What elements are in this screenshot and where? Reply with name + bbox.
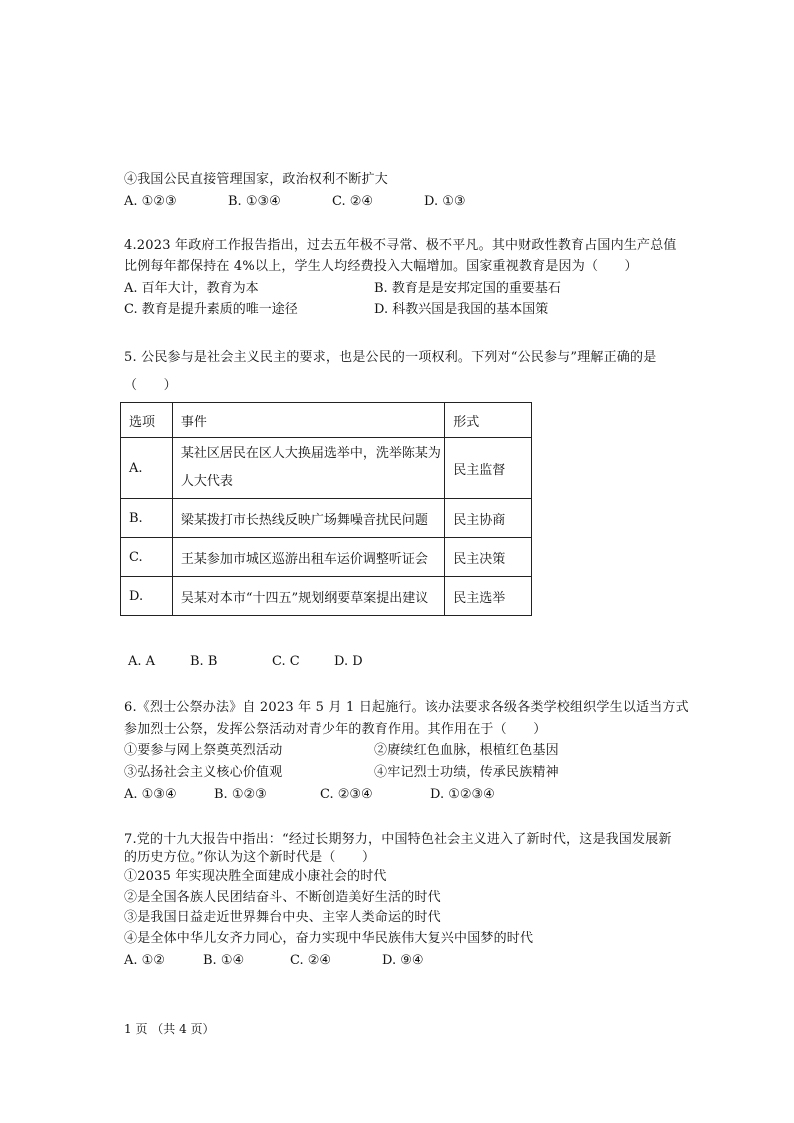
q7-item-4: ④是全体中华儿女齐力同心，奋力实现中华民族伟大复兴中国梦的时代 [124, 931, 534, 946]
q5-header-form: 形式 [445, 403, 532, 438]
q4-option-a: A. 百年大计，教育为本 [124, 281, 259, 296]
q7-stem-line1: 7.党的十九大报告中指出：“经过长期努力，中国特色社会主义进入了新时代，这是我国发展新 [124, 832, 672, 847]
q5-row-d-form: 民主选举 [445, 577, 532, 616]
q5-table-header-row [121, 403, 532, 438]
q4-stem-line1: 4.2023 年政府工作报告指出，过去五年极不寻常、极不平凡。其中财政性教育占国内生产总值 [124, 238, 677, 253]
page-footer: 1 页 （共 4 页） [124, 1022, 215, 1036]
q3-option-c: C. ②④ [332, 194, 374, 209]
q6-option-b: B. ①②③ [214, 787, 267, 802]
q5-option-a: A. A [128, 654, 156, 669]
q3-option-a: A. ①②③ [124, 194, 177, 209]
table-row [121, 577, 532, 616]
q7-option-d: D. ⑨④ [382, 953, 424, 968]
q4-option-b: B. 教育是是安邦定国的重要基石 [374, 281, 561, 296]
q7-stem-line2: 的历史方位。”你认为这个新时代是（ ） [124, 850, 376, 865]
q5-row-c-option: C. [121, 538, 173, 577]
table-row [121, 438, 532, 499]
q5-row-c-form: 民主决策 [445, 538, 532, 577]
q5-row-a-option: A. [121, 438, 173, 499]
q6-item-1: ①要参与网上祭奠英烈活动 [124, 743, 283, 758]
q5-stem-line1: 5. 公民参与是社会主义民主的要求，也是公民的一项权利。下列对“公民参与”理解正确的是 [124, 350, 657, 365]
q5-row-d-event: 吴某对本市“十四五”规划纲要草案提出建议 [172, 577, 444, 616]
q5-row-a-form: 民主监督 [445, 438, 532, 499]
q6-stem-line1: 6.《烈士公祭办法》自 2023 年 5 月 1 日起施行。该办法要求各级各类学校组织学生以适当方式 [124, 700, 689, 715]
q5-header-option: 选项 [121, 403, 173, 438]
q4-option-c: C. 教育是提升素质的唯一途径 [124, 302, 298, 317]
table-row [121, 538, 532, 577]
q4-option-d: D. 科教兴国是我国的基本国策 [374, 302, 549, 317]
q7-item-2: ②是全国各族人民团结奋斗、不断创造美好生活的时代 [124, 890, 441, 905]
q7-item-3: ③是我国日益走近世界舞台中央、主宰人类命运的时代 [124, 910, 441, 925]
q5-row-b-event: 梁某拨打市长热线反映广场舞噪音扰民问题 [172, 499, 444, 538]
q3-option-b: B. ①③④ [228, 194, 281, 209]
q5-row-b-form: 民主协商 [445, 499, 532, 538]
q5-option-b: B. B [190, 654, 218, 669]
q6-stem-line2: 参加烈士公祭，发挥公祭活动对青少年的教育作用。其作用在于（ ） [124, 722, 547, 737]
q3-item-4: ④我国公民直接管理国家，政治权利不断扩大 [124, 172, 389, 187]
q5-row-d-option: D. [121, 577, 173, 616]
q6-item-3: ③弘扬社会主义核心价值观 [124, 765, 283, 780]
q6-option-d: D. ①②③④ [430, 787, 495, 802]
q5-header-event: 事件 [172, 403, 444, 438]
q7-option-c: C. ②④ [290, 953, 332, 968]
q6-item-4: ④牢记烈士功绩，传承民族精神 [374, 765, 559, 780]
q5-stem-line2: （ ） [124, 378, 177, 393]
q7-option-b: B. ①④ [203, 953, 245, 968]
q5-table [120, 402, 532, 616]
q6-item-2: ②赓续红色血脉，根植红色基因 [374, 743, 559, 758]
q5-option-c: C. C [272, 654, 300, 669]
q5-row-c-event: 王某参加市城区巡游出租车运价调整听证会 [172, 538, 444, 577]
q5-option-d: D. D [334, 654, 363, 669]
q4-stem-line2: 比例每年都保持在 4%以上，学生人均经费投入大幅增加。国家重视教育是因为（ ） [124, 259, 638, 274]
q5-row-a-event: 某社区居民在区人大换届选举中，洗举陈某为人大代表 [180, 446, 441, 489]
q5-row-b-option: B. [121, 499, 173, 538]
q6-option-a: A. ①③④ [124, 787, 177, 802]
q7-item-1: ①2035 年实现决胜全面建成小康社会的时代 [124, 869, 387, 884]
table-row [121, 499, 532, 538]
q3-option-d: D. ①③ [424, 194, 466, 209]
q6-option-c: C. ②③④ [320, 787, 373, 802]
q7-option-a: A. ①② [124, 953, 165, 968]
